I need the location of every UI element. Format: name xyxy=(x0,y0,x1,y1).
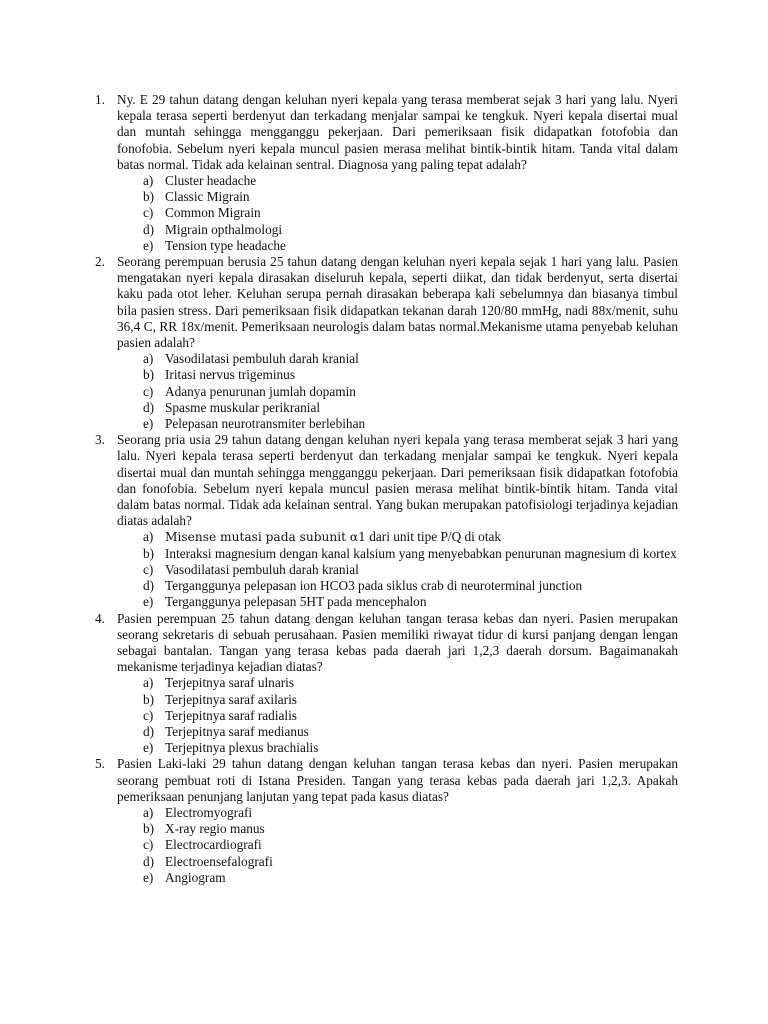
question-2 xyxy=(95,254,678,432)
option-letter: e) xyxy=(143,740,154,756)
option-text: Common Migrain xyxy=(165,205,261,221)
option-letter: b) xyxy=(143,367,155,383)
option-letter: d) xyxy=(143,221,155,237)
option-e xyxy=(143,238,678,254)
question-text: Ny. E 29 tahun datang dengan keluhan nyeri kepala yang terasa memberat sejak 3 hari yang lalu. Nyeri kepala terasa seperti berdenyut dan terkadang menjalar sampai ke tengkuk. Nyeri kepala disertai mual dan muntah sehingga mengganggu pekerjaan. Dari pemeriksaan fisik didapatkan fotofobia dan fonofobia. Sebelum nyeri kepala muncul pasien merasa melihat bintik-bintik hitam. Tanda vital dalam batas normal. Tidak ada kelainan sentral. Diagnosa yang paling tepat adalah? xyxy=(117,92,678,172)
option-letter: a) xyxy=(143,351,154,367)
option-letter: a) xyxy=(143,173,154,189)
option-d xyxy=(143,724,678,740)
option-letter: c) xyxy=(143,383,154,399)
option-e xyxy=(143,870,678,886)
option-d xyxy=(143,222,678,238)
option-letter: a) xyxy=(143,529,154,545)
option-d xyxy=(143,578,678,594)
option-letter: b) xyxy=(143,691,155,707)
option-text: Terjepitnya saraf axilaris xyxy=(165,691,297,707)
option-text: Terjepitnya saraf radialis xyxy=(165,707,297,723)
option-c xyxy=(143,708,678,724)
option-letter: d) xyxy=(143,723,155,739)
answer-options xyxy=(117,805,678,886)
option-letter: d) xyxy=(143,578,155,594)
option-text: Electroensefalografi xyxy=(165,853,273,869)
answer-options xyxy=(117,529,678,610)
question-number: 5. xyxy=(95,756,105,772)
option-text: Tension type headache xyxy=(165,237,286,253)
answer-options xyxy=(117,351,678,432)
option-letter: b) xyxy=(143,821,155,837)
option-text: Electrocardiografi xyxy=(165,837,262,853)
question-text: Seorang perempuan berusia 25 tahun datang dengan keluhan nyeri kepala sejak 1 hari yang lalu. Pasien mengatakan nyeri kepala dirasakan diseluruh kepala, seperti diikat, dan tidak berdenyut, serta disertai kaku pada otot leher. Keluhan serupa pernah dirasakan beberapa kali sebelumnya dan biasanya timbul bila pasien stress. Dari pemeriksaan fisik didapatkan tekanan darah 120/80 mmHg, nadi 88x/menit, suhu 36,4 C, RR 18x/menit. Pemeriksaan neurologis dalam batas normal.Mekanisme utama penyebab keluhan pasien adalah? xyxy=(117,254,678,351)
option-b xyxy=(143,546,678,562)
answer-options xyxy=(117,173,678,254)
option-b xyxy=(143,367,678,383)
option-letter: e) xyxy=(143,237,154,253)
option-text: Angiogram xyxy=(165,869,226,885)
question-text: Pasien Laki-laki 29 tahun datang dengan keluhan tangan terasa kebas dan nyeri. Pasien merupakan seorang pembuat roti di Istana Presiden. Tangan yang terasa kebas pada daerah jari 1,2,3. Apakah pemeriksaan penunjang lanjutan yang tepat pada kasus diatas? xyxy=(117,756,678,804)
option-a xyxy=(143,675,678,691)
option-letter: d) xyxy=(143,853,155,869)
option-text: Terjepitnya plexus brachialis xyxy=(165,740,319,756)
option-text: Iritasi nervus trigeminus xyxy=(165,367,295,383)
option-letter: c) xyxy=(143,707,154,723)
option-text: Cluster headache xyxy=(165,173,257,189)
option-text: Terganggunya pelepasan ion HCO3 pada siklus crab di neuroterminal junction xyxy=(165,578,583,594)
question-text: Seorang pria usia 29 tahun datang dengan keluhan nyeri kepala yang terasa memberat sejak 3 hari yang lalu. Nyeri kepala terasa seperti berdenyut dan terkadang menjalar sampai ke tengkuk. Nyeri kepala disertai mual dan muntah sehingga mengganggu pekerjaan. Dari pemeriksaan fisik didapatkan fotofobia dan fonofobia. Sebelum nyeri kepala muncul pasien merasa melihat bintik-bintik hitam. Tanda vital dalam batas normal. Tidak ada kelainan sentral. Yang bukan merupakan patofisiologi terjadinya kejadian diatas adalah? xyxy=(117,432,678,529)
question-number: 3. xyxy=(95,432,105,448)
option-b xyxy=(143,821,678,837)
option-b xyxy=(143,692,678,708)
question-3 xyxy=(95,432,678,610)
option-text: Interaksi magnesium dengan kanal kalsium yang menyebabkan penurunan magnesium di kortex xyxy=(165,545,677,561)
option-text: Terjepitnya saraf ulnaris xyxy=(165,675,295,691)
option-e xyxy=(143,594,678,610)
option-letter: e) xyxy=(143,594,154,610)
option-a xyxy=(143,529,678,545)
option-d xyxy=(143,400,678,416)
option-text: Terjepitnya saraf medianus xyxy=(165,723,309,739)
option-a xyxy=(143,173,678,189)
option-text: Adanya penurunan jumlah dopamin xyxy=(165,383,356,399)
option-text: Terganggunya pelepasan 5HT pada mencephalon xyxy=(165,594,427,610)
option-c xyxy=(143,384,678,400)
option-letter: b) xyxy=(143,189,155,205)
option-letter: c) xyxy=(143,561,154,577)
question-number: 1. xyxy=(95,92,105,107)
question-number: 2. xyxy=(95,254,105,270)
option-a xyxy=(143,805,678,821)
option-letter: b) xyxy=(143,545,155,561)
question-number: 4. xyxy=(95,610,105,626)
option-e xyxy=(143,416,678,432)
option-text: Vasodilatasi pembuluh darah kranial xyxy=(165,561,359,577)
option-c xyxy=(143,205,678,221)
option-text-highlight: Misense mutasi pada subunit α1 xyxy=(165,530,366,545)
option-text: Migrain opthalmologi xyxy=(165,221,283,237)
option-letter: a) xyxy=(143,675,154,691)
option-text: Pelepasan neurotransmiter berlebihan xyxy=(165,416,366,432)
option-letter: c) xyxy=(143,837,154,853)
option-e xyxy=(143,740,678,756)
option-text: Electromyografi xyxy=(165,804,253,820)
option-letter: c) xyxy=(143,205,154,221)
question-list xyxy=(95,92,678,886)
option-letter: a) xyxy=(143,804,154,820)
option-letter: e) xyxy=(143,416,154,432)
option-b xyxy=(143,189,678,205)
option-c xyxy=(143,837,678,853)
option-text: X-ray regio manus xyxy=(165,821,265,837)
option-text: Spasme muskular perikranial xyxy=(165,399,321,415)
option-text: Classic Migrain xyxy=(165,189,250,205)
option-text: Vasodilatasi pembuluh darah kranial xyxy=(165,351,359,367)
option-a xyxy=(143,351,678,367)
question-5 xyxy=(95,756,678,886)
answer-options xyxy=(117,675,678,756)
option-letter: d) xyxy=(143,399,155,415)
question-1 xyxy=(95,92,678,254)
option-text: dari unit tipe P/Q di otak xyxy=(365,529,502,545)
question-text: Pasien perempuan 25 tahun datang dengan keluhan tangan terasa kebas dan nyeri. Pasien merupakan seorang sekretaris di sebuah perusahaan. Pasien memiliki riwayat tidur di kursi panjang dengan lengan sebagai bantalan. Tangan yang terasa kebas pada daerah jari 1,2,3 daerah dorsum. Bagaimanakah mekanisme terjadinya kejadian diatas? xyxy=(117,610,678,675)
question-4 xyxy=(95,611,678,757)
option-c xyxy=(143,562,678,578)
option-d xyxy=(143,854,678,870)
option-letter: e) xyxy=(143,869,154,885)
